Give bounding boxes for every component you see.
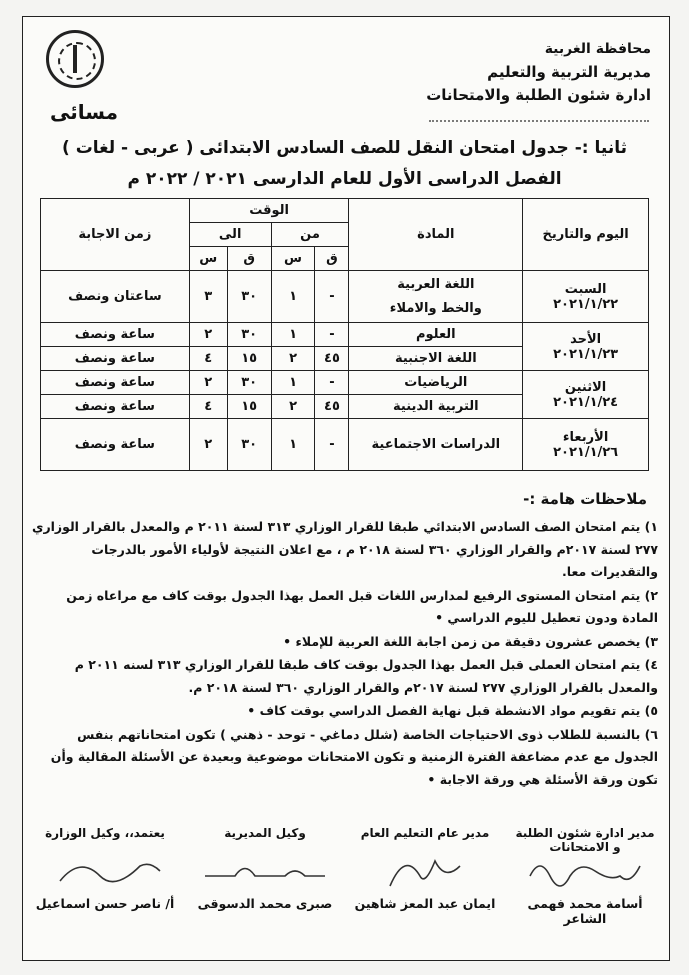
duration-cell: ساعتان ونصف — [41, 271, 190, 323]
subject-cell: الرياضيات — [349, 371, 523, 395]
administration-name: ادارة شئون الطلبة والامتحانات — [426, 86, 651, 104]
note-item: ٢) يتم امتحان المستوى الرفيع لمدارس اللغات قبل العمل بهذا الجدول بوقت كاف مع مراعاه زمن المادة ودون تعطيل لليوم الدراسي • — [66, 587, 658, 625]
from-minutes-cell: - — [315, 419, 349, 471]
exam-date: ٢٠٢١/١/٢٤ — [553, 394, 619, 410]
header-time: الوقت — [189, 199, 349, 223]
to-hours-cell: ٣ — [189, 271, 227, 323]
table-row — [41, 271, 649, 323]
to-hours-cell: ٢ — [189, 371, 227, 395]
to-minutes-cell: ٣٠ — [227, 271, 271, 323]
day-date-cell — [523, 323, 649, 371]
signature-role: مدير عام التعليم العام — [360, 826, 490, 840]
header-to-hours: س — [189, 247, 227, 271]
notes-heading: ملاحظات هامة :- — [523, 490, 647, 508]
note-item: ٦) بالنسبة للطلاب ذوى الاحتياجات الخاصة (شلل دماغي - توحد - ذهني ) تكون امتحاناتهم بنفس الجدول مع عدم مضاعفة الفترة الزمنية و تكون الامتحانات موضوعية وبعيدة عن الأسئلة المقالية وأن تكون ورقة الأسئلة هي ورقة الاجابة • — [50, 726, 658, 787]
note-item: ٣) يخصص عشرون دقيقة من زمن اجابة اللغة العربية للإملاء • — [283, 633, 658, 649]
table-row — [41, 419, 649, 471]
day-name: الأحد — [570, 331, 602, 347]
from-hours-cell: ١ — [271, 271, 315, 323]
signature-block — [510, 826, 660, 926]
day-name: السبت — [564, 281, 607, 297]
from-minutes-cell: - — [315, 271, 349, 323]
handwritten-signature-icon — [350, 846, 500, 896]
signature-block — [190, 826, 340, 911]
duration-cell: ساعة ونصف — [41, 371, 190, 395]
signatory-name: أسامة محمد فهمى الشاعر — [527, 896, 643, 926]
document-title: ثانيا :- جدول امتحان النقل للصف السادس الابتدائى ( عربى - لغات ) — [62, 138, 627, 158]
day-date-cell — [523, 419, 649, 471]
day-name: الأربعاء — [562, 429, 609, 445]
table-row — [41, 371, 649, 395]
from-hours-cell: ١ — [271, 419, 315, 471]
exam-date: ٢٠٢١/١/٢٢ — [553, 296, 619, 312]
to-hours-cell: ٤ — [189, 395, 227, 419]
header-from-hours: س — [271, 247, 315, 271]
document-subtitle: الفصل الدراسى الأول للعام الدارسى ٢٠٢١ / ٢٠٢٢ م — [127, 169, 562, 189]
governorate-name: محافظة الغربية — [544, 41, 651, 57]
handwritten-signature-icon — [510, 846, 660, 896]
to-minutes-cell: ١٥ — [227, 347, 271, 371]
header-day-date: اليوم والتاريخ — [523, 199, 649, 271]
from-minutes-cell: - — [315, 371, 349, 395]
subject-cell: التربية الدينية — [349, 395, 523, 419]
signature-block — [350, 826, 500, 911]
shift-label: مسائى — [50, 100, 118, 124]
header-duration: زمن الاجابة — [41, 199, 190, 271]
header-from-minutes: ق — [315, 247, 349, 271]
signature-role: مدير ادارة شئون الطلبة و الامتحانات — [515, 826, 655, 854]
duration-cell: ساعة ونصف — [41, 347, 190, 371]
signatory-name: صبرى محمد الدسوقى — [197, 896, 333, 911]
signature-role: يعتمد،، وكيل الوزارة — [45, 826, 165, 840]
header-block — [426, 38, 651, 107]
to-minutes-cell: ٣٠ — [227, 419, 271, 471]
governorate-logo-icon — [46, 30, 104, 88]
subject-cell: الدراسات الاجتماعية — [349, 419, 523, 471]
ornament-divider — [429, 108, 649, 122]
exam-schedule-table — [40, 198, 649, 471]
signature-block — [30, 826, 180, 911]
day-date-cell — [523, 371, 649, 419]
to-minutes-cell: ١٥ — [227, 395, 271, 419]
subject-cell: اللغة العربية والخط والاملاء — [349, 271, 523, 323]
signature-role: وكيل المديرية — [224, 826, 306, 840]
duration-cell: ساعة ونصف — [41, 323, 190, 347]
from-hours-cell: ١ — [271, 371, 315, 395]
header-to-minutes: ق — [227, 247, 271, 271]
day-name: الاثنين — [564, 379, 607, 395]
from-minutes-cell: ٤٥ — [315, 395, 349, 419]
directorate-name: مديرية التربية والتعليم — [487, 63, 651, 81]
from-hours-cell: ١ — [271, 323, 315, 347]
handwritten-signature-icon — [190, 846, 340, 896]
note-item: ٤) يتم امتحان العملى قبل العمل بهذا الجدول بوقت كاف طبقا للقرار الوزاري ٣١٣ لسنه ٢٠١١ م والمعدل بالقرار الوزاري ٢٧٧ لسنة ٢٠١٧م والقرار الوزاري ٣٦٠ لسنة ٢٠١٨ م. — [74, 657, 658, 695]
subject-cell: اللغة الاجنبية — [349, 347, 523, 371]
exam-date: ٢٠٢١/١/٢٦ — [553, 444, 619, 460]
note-item: ١) يتم امتحان الصف السادس الابتدائي طبقا للقرار الوزاري ٣١٣ لسنة ٢٠١١ م والمعدل بالقرار الوزاري ٢٧٧ لسنة ٢٠١٧م والقرار الوزاري ٣٦٠ لسنة ٢٠١٨ م ، مع اعلان النتيجة لأولياء الأمور بالدرجات والتقديرات معا. — [32, 519, 658, 579]
note-item: ٥) يتم تقويم مواد الانشطة قبل نهاية الفصل الدراسي بوقت كاف • — [247, 703, 658, 718]
subject-cell: العلوم — [349, 323, 523, 347]
header-subject: المادة — [349, 199, 523, 271]
header-from: من — [271, 223, 349, 247]
handwritten-signature-icon — [30, 846, 180, 896]
to-hours-cell: ٢ — [189, 419, 227, 471]
from-hours-cell: ٢ — [271, 347, 315, 371]
notes-list — [30, 516, 658, 792]
to-hours-cell: ٤ — [189, 347, 227, 371]
day-date-cell — [523, 271, 649, 323]
from-minutes-cell: ٤٥ — [315, 347, 349, 371]
to-hours-cell: ٢ — [189, 323, 227, 347]
duration-cell: ساعة ونصف — [41, 419, 190, 471]
header-to: الى — [189, 223, 271, 247]
signatory-name: ايمان عبد المعز شاهين — [354, 896, 496, 911]
signatory-name: أ/ ناصر حسن اسماعيل — [35, 896, 175, 911]
from-minutes-cell: - — [315, 323, 349, 347]
to-minutes-cell: ٣٠ — [227, 371, 271, 395]
exam-date: ٢٠٢١/١/٢٣ — [553, 346, 619, 362]
table-row — [41, 323, 649, 347]
duration-cell: ساعة ونصف — [41, 395, 190, 419]
to-minutes-cell: ٣٠ — [227, 323, 271, 347]
from-hours-cell: ٢ — [271, 395, 315, 419]
